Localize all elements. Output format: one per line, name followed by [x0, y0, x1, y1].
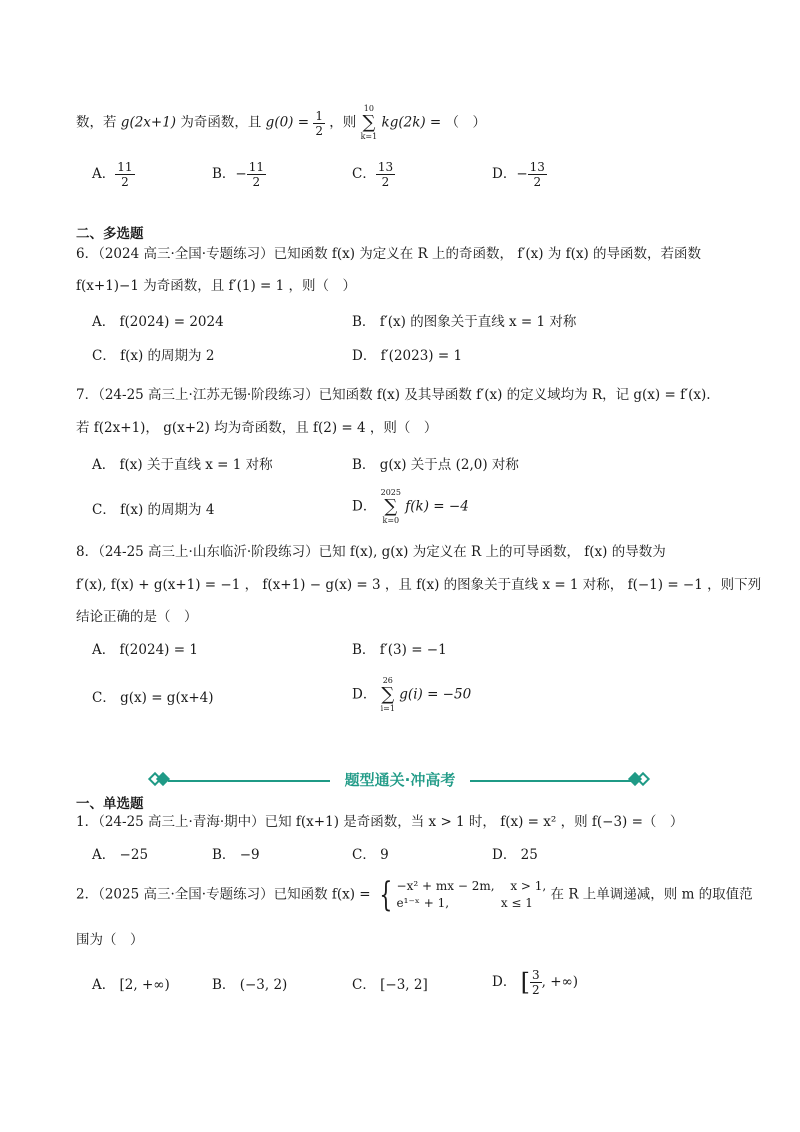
p1-option-a[interactable]: A． −25	[92, 847, 149, 863]
q8-option-d[interactable]: D． 26 ∑ i=1 g(i) = −50	[352, 676, 472, 713]
q6-option-a[interactable]: A． f(2024) = 2024	[92, 314, 224, 330]
q5-half-fraction: $\frac{1}{2}$	[315, 108, 323, 138]
q5-g2x1: g(2x+1)	[120, 114, 177, 131]
q7-line1: 7．（24-25 高三上·江苏无锡·阶段练习）已知函数 f(x) 及其导函数 f′(x) 的定义域均为 R，记 g(x) = f′(x).	[76, 387, 711, 403]
p2-option-a[interactable]: A． [2, +∞)	[92, 977, 170, 993]
q8-line3: 结论正确的是（ ）	[76, 609, 198, 625]
q5-option-d[interactable]: D．− $\frac{13}{2}$	[492, 160, 545, 189]
q6-option-b[interactable]: B． f′(x) 的图象关于直线 x = 1 对称	[352, 314, 577, 330]
q7-sum: 2025 ∑ k=0	[380, 488, 401, 525]
q5-option-c[interactable]: C． $\frac{13}{2}$	[352, 160, 394, 189]
p1-option-d[interactable]: D． 25	[492, 847, 538, 863]
banner-right-line	[470, 780, 632, 782]
p2-option-b[interactable]: B． (−3, 2)	[212, 977, 288, 993]
q6-option-d[interactable]: D． f′(2023) = 1	[352, 348, 463, 364]
p2-option-c[interactable]: C． [−3, 2]	[352, 977, 428, 993]
p1-line1: 1．（24-25 高三上·青海·期中）已知 f(x+1) 是奇函数，当 x > 1 时， f(x) = x² ，则 f(−3) =（ ）	[76, 814, 684, 830]
q6-line1: 6．（2024 高三·全国·专题练习）已知函数 f(x) 为定义在 R 上的奇函数， f′(x) 为 f(x) 的导函数，若函数	[76, 246, 702, 262]
q5-sum-body: kg(2k) =	[381, 114, 442, 131]
q8-option-b[interactable]: B． f′(3) = −1	[352, 642, 447, 658]
p1-option-c[interactable]: C． 9	[352, 847, 389, 863]
q5-g0: g(0) =	[265, 114, 310, 131]
q8-option-c[interactable]: C． g(x) = g(x+4)	[92, 690, 214, 706]
q8-sum: 26 ∑ i=1	[380, 676, 395, 713]
q5-text-c: ，则	[329, 114, 357, 131]
section-single-heading: 一、单选题	[76, 796, 144, 812]
p2-case1: −x² + mx − 2m, x > 1,	[396, 879, 547, 893]
q6-line2: f(x+1)−1 为奇函数，且 f′(1) = 1 ，则（ ）	[76, 278, 356, 294]
p2-case2: e¹⁻ˣ + 1, x ≤ 1	[396, 896, 533, 910]
banner-left-line	[168, 780, 330, 782]
q5-text-a: 数，若	[76, 114, 117, 131]
q8-option-a[interactable]: A． f(2024) = 1	[92, 642, 198, 658]
section-banner	[150, 770, 650, 792]
q5-option-b[interactable]: B．− $\frac{11}{2}$	[212, 160, 265, 189]
p2-line1	[76, 875, 753, 915]
q6-option-c[interactable]: C． f(x) 的周期为 2	[92, 348, 215, 364]
p2-line1-post: 在 R 上单调递减，则 m 的取值范	[550, 886, 753, 903]
q7-option-c[interactable]: C． f(x) 的周期为 4	[92, 502, 215, 518]
p2-line2: 围为（ ）	[76, 932, 144, 948]
p2-line1-pre: 2．（2025 高三·全国·专题练习）已知函数 f(x) =	[76, 886, 371, 903]
p2-piecewise: { −x² + mx − 2m, x > 1, e¹⁻ˣ + 1, x ≤ 1	[379, 875, 547, 915]
q5-text-b: 为奇函数，且	[180, 114, 262, 131]
q7-line2: 若 f(2x+1)， g(x+2) 均为奇函数，且 f(2) = 4 ，则（ ）	[76, 420, 438, 436]
q8-line1: 8．（24-25 高三上·山东临沂·阶段练习）已知 f(x), g(x) 为定义在 R 上的可导函数， f(x) 的导数为	[76, 544, 666, 560]
q5-option-a[interactable]: A． $\frac{11}{2}$	[92, 160, 133, 189]
q5-paren: （ ）	[445, 114, 487, 131]
p2-option-d[interactable]: D． [ $\frac{3}{2}$ , +∞)	[492, 968, 579, 997]
banner-title: 题型通关·冲高考	[344, 771, 456, 789]
q7-option-d[interactable]: D． 2025 ∑ k=0 f(k) = −4	[352, 488, 469, 525]
q7-option-a[interactable]: A． f(x) 关于直线 x = 1 对称	[92, 457, 273, 473]
q8-line2: f′(x), f(x) + g(x+1) = −1 ， f(x+1) − g(x) = 3 ，且 f(x) 的图象关于直线 x = 1 对称， f(−1) = −1 ，则下列	[76, 577, 762, 593]
section-multi-heading: 二、多选题	[76, 226, 144, 242]
p1-option-b[interactable]: B． −9	[212, 847, 260, 863]
q5-sum: 10 ∑ k=1	[360, 104, 378, 141]
q5-stem	[76, 104, 486, 142]
q7-option-b[interactable]: B． g(x) 关于点 (2,0) 对称	[352, 457, 519, 473]
